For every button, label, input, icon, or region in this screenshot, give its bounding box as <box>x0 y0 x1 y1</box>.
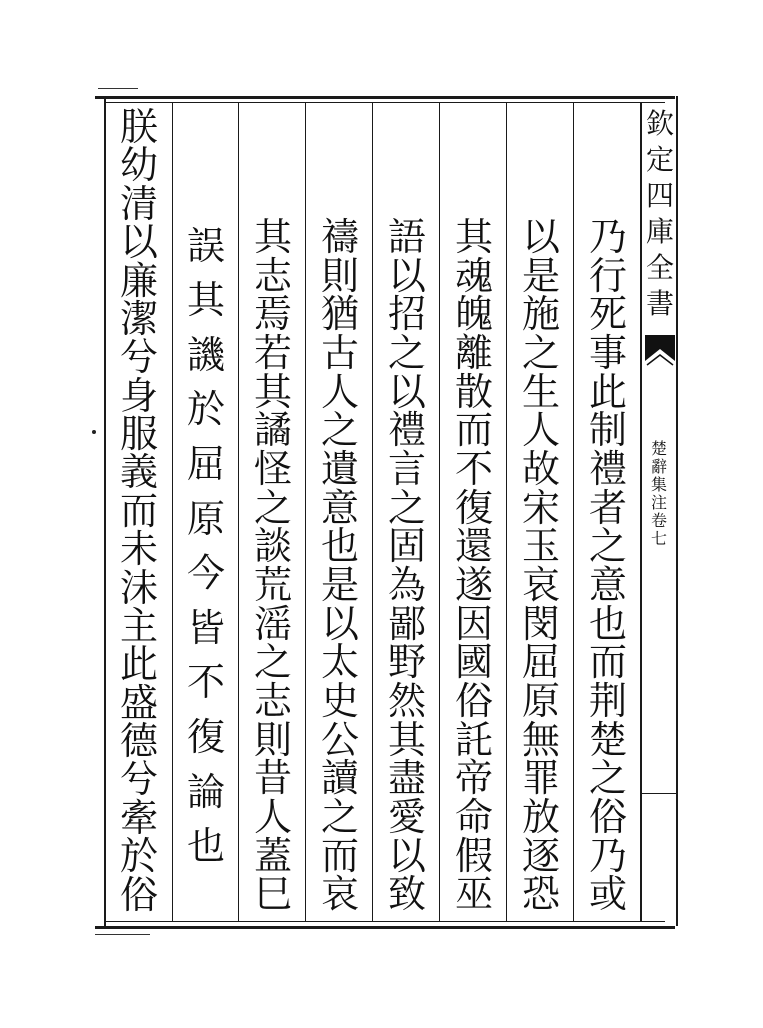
text-char: 之 <box>588 756 627 801</box>
text-char: 帝 <box>454 756 493 801</box>
text-char: 屈 <box>521 640 560 685</box>
text-char: 焉 <box>253 292 292 337</box>
text-char: 放 <box>521 794 560 839</box>
text-char: 巫 <box>454 872 493 917</box>
text-char: 死 <box>588 292 627 337</box>
volume-char: 辭 <box>650 457 667 476</box>
text-char: 若 <box>253 330 292 375</box>
text-char: 以 <box>387 833 426 878</box>
text-char: 俗 <box>454 678 493 723</box>
text-char: 是 <box>320 562 359 607</box>
text-char: 宋 <box>521 485 560 530</box>
text-char: 猶 <box>320 292 359 337</box>
text-char: 禱 <box>320 215 359 259</box>
text-char: 也 <box>186 824 225 869</box>
text-char: 於 <box>119 834 158 879</box>
text-char: 而 <box>320 833 359 878</box>
text-char: 命 <box>454 794 493 839</box>
text-char: 公 <box>320 717 359 762</box>
text-char: 盛 <box>119 680 158 725</box>
text-char: 原 <box>186 496 225 541</box>
text-char: 託 <box>454 717 493 762</box>
text-char: 之 <box>387 330 426 375</box>
text-char: 復 <box>454 485 493 530</box>
text-char: 之 <box>588 524 627 569</box>
text-char: 語 <box>387 215 426 259</box>
text-char: 此 <box>588 369 627 414</box>
text-char: 則 <box>320 253 359 298</box>
text-char: 也 <box>588 601 627 646</box>
text-char: 沬 <box>119 565 158 610</box>
text-char: 志 <box>253 678 292 723</box>
text-char: 怪 <box>253 446 292 491</box>
title-char: 庫 <box>645 215 674 248</box>
text-char: 因 <box>454 601 493 646</box>
text-column <box>173 164 239 974</box>
text-char: 而 <box>119 488 158 533</box>
text-char: 哀 <box>521 562 560 607</box>
text-column <box>374 215 440 1028</box>
text-char: 遺 <box>320 446 359 491</box>
text-char: 德 <box>119 719 158 763</box>
edge-tick <box>642 793 677 794</box>
text-char: 禮 <box>588 446 627 491</box>
text-column <box>575 215 641 1028</box>
text-char: 廉 <box>119 258 158 303</box>
text-char: 意 <box>588 562 627 607</box>
text-char: 以 <box>387 369 426 414</box>
text-char: 復 <box>186 714 225 759</box>
text-char: 其 <box>253 215 292 259</box>
text-char: 招 <box>387 292 426 337</box>
text-char: 恐 <box>521 872 560 917</box>
text-char: 於 <box>186 387 225 432</box>
text-column <box>240 215 306 1028</box>
scan-speck <box>98 88 138 89</box>
text-char: 不 <box>186 660 225 705</box>
text-char: 人 <box>320 369 359 414</box>
text-char: 未 <box>119 527 158 572</box>
text-char: 罪 <box>521 756 560 801</box>
volume-char: 集 <box>650 475 667 494</box>
text-char: 者 <box>588 485 627 530</box>
volume-char: 卷 <box>650 511 667 530</box>
text-char: 之 <box>320 408 359 453</box>
text-column <box>307 215 373 1028</box>
text-column <box>441 215 507 1028</box>
text-char: 昔 <box>253 756 292 801</box>
text-char: 談 <box>253 524 292 569</box>
text-char: 皆 <box>186 605 225 650</box>
text-char: 而 <box>588 640 627 685</box>
volume-label-vertical <box>648 440 670 548</box>
text-char: 還 <box>454 524 493 569</box>
text-char: 然 <box>387 678 426 723</box>
text-char: 志 <box>253 253 292 298</box>
text-char: 之 <box>320 794 359 839</box>
text-char: 國 <box>454 640 493 685</box>
text-char: 閔 <box>521 601 560 646</box>
text-char: 潔 <box>119 296 158 341</box>
text-char: 言 <box>387 446 426 491</box>
text-char: 蓋 <box>253 833 292 878</box>
text-char: 人 <box>253 794 292 839</box>
fishtail-mark-icon <box>645 335 675 375</box>
volume-char: 七 <box>650 529 667 548</box>
scan-speck <box>95 934 150 935</box>
text-char: 無 <box>521 717 560 762</box>
text-char: 服 <box>119 412 158 456</box>
top-border-rule <box>95 96 675 99</box>
text-char: 原 <box>521 678 560 723</box>
text-char: 哀 <box>320 872 359 917</box>
title-char: 四 <box>645 179 674 212</box>
text-column <box>106 105 172 918</box>
text-char: 荆 <box>588 678 627 723</box>
book-title-vertical <box>643 106 677 322</box>
text-char: 離 <box>454 330 493 375</box>
text-char: 義 <box>119 450 158 495</box>
text-char: 事 <box>588 330 627 375</box>
text-char: 假 <box>454 833 493 878</box>
text-char: 逐 <box>521 833 560 878</box>
text-char: 或 <box>588 872 627 917</box>
text-char: 意 <box>320 485 359 530</box>
text-char: 其 <box>186 278 225 323</box>
text-char: 以 <box>521 215 560 259</box>
text-char: 楚 <box>588 717 627 762</box>
text-char: 史 <box>320 678 359 723</box>
text-char: 是 <box>521 253 560 298</box>
text-char: 之 <box>253 485 292 530</box>
text-char: 論 <box>186 769 225 814</box>
text-char: 施 <box>521 292 560 337</box>
text-char: 兮 <box>119 335 158 380</box>
text-char: 乃 <box>588 215 627 259</box>
text-char: 此 <box>119 642 158 687</box>
text-char: 今 <box>186 551 225 596</box>
text-column <box>508 215 574 1028</box>
text-char: 人 <box>521 408 560 453</box>
text-char: 其 <box>454 215 493 259</box>
text-char: 乃 <box>588 833 627 878</box>
text-char: 幼 <box>119 143 158 188</box>
volume-char: 楚 <box>650 439 667 458</box>
text-char: 俗 <box>119 872 158 917</box>
title-char: 全 <box>645 251 674 284</box>
text-char: 為 <box>387 562 426 607</box>
title-char: 欽 <box>645 107 674 140</box>
text-char: 之 <box>253 640 292 685</box>
text-char <box>176 164 236 219</box>
text-char: 則 <box>253 717 292 762</box>
text-char: 牽 <box>119 795 158 840</box>
text-char: 兮 <box>119 757 158 802</box>
text-char: 盡 <box>387 756 426 801</box>
text-char: 太 <box>320 640 359 685</box>
text-char: 以 <box>119 220 158 265</box>
text-char: 固 <box>387 524 426 569</box>
volume-char: 注 <box>650 493 667 512</box>
text-char: 鄙 <box>387 601 426 646</box>
text-char: 生 <box>521 369 560 414</box>
text-char: 主 <box>119 603 158 648</box>
text-char: 譎 <box>253 408 292 453</box>
title-char: 定 <box>645 143 674 176</box>
text-char: 之 <box>387 485 426 530</box>
scan-speck <box>92 430 96 434</box>
text-char: 荒 <box>253 562 292 607</box>
title-char: 書 <box>645 287 674 320</box>
text-char: 其 <box>387 717 426 762</box>
text-char: 以 <box>387 253 426 298</box>
text-char: 愛 <box>387 794 426 839</box>
text-char: 野 <box>387 640 426 685</box>
top-border-rule-inner <box>105 102 665 103</box>
text-char: 古 <box>320 330 359 375</box>
text-char: 也 <box>320 524 359 569</box>
text-char: 身 <box>119 373 158 418</box>
text-char: 魄 <box>454 292 493 337</box>
text-char: 致 <box>387 872 426 917</box>
text-char: 魂 <box>454 253 493 298</box>
text-char: 誤 <box>186 223 225 268</box>
text-char: 故 <box>521 446 560 491</box>
text-char: 滛 <box>253 601 292 646</box>
text-char: 遂 <box>454 562 493 607</box>
text-char: 散 <box>454 369 493 414</box>
text-char: 俗 <box>588 794 627 839</box>
text-char: 屈 <box>186 441 225 486</box>
text-char: 清 <box>119 181 158 226</box>
text-char: 以 <box>320 601 359 646</box>
text-char: 行 <box>588 253 627 298</box>
text-char: 讀 <box>320 756 359 801</box>
text-char: 不 <box>454 446 493 491</box>
text-char: 之 <box>521 330 560 375</box>
text-char: 朕 <box>119 105 158 149</box>
text-char: 禮 <box>387 408 426 453</box>
text-char: 其 <box>253 369 292 414</box>
text-char: 玉 <box>521 524 560 569</box>
text-char: 制 <box>588 408 627 453</box>
text-char: 譏 <box>186 332 225 377</box>
text-char: 而 <box>454 408 493 453</box>
text-char: 巳 <box>253 872 292 917</box>
